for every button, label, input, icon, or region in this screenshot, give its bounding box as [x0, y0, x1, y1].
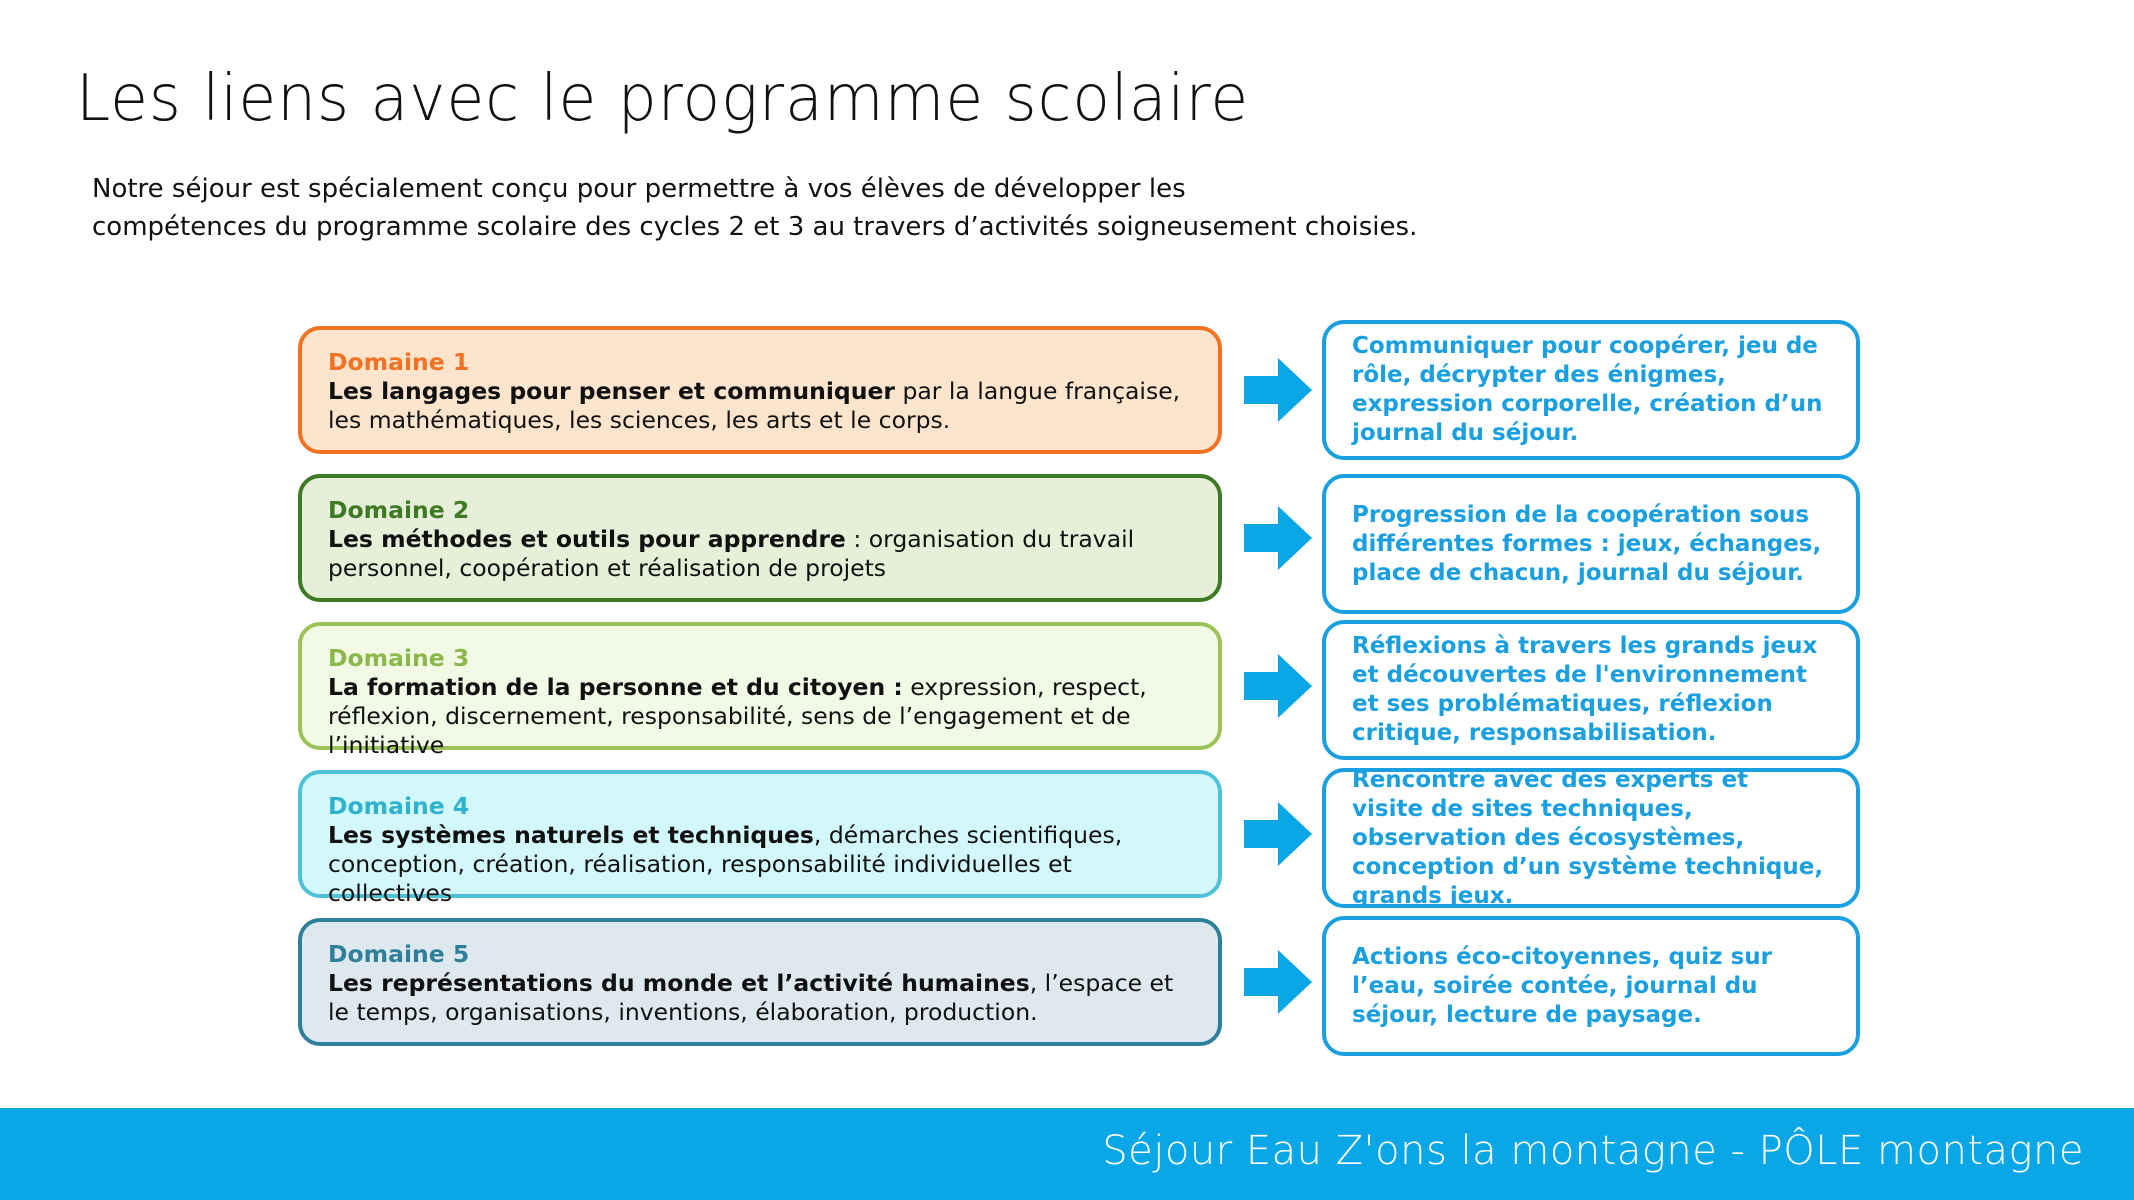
activity-text: Progression de la coopération sous différentes formes : jeux, échanges, place de chacun, journal du séjour. — [1352, 501, 1822, 586]
domain-heading: Les systèmes naturels et techniques — [328, 821, 814, 849]
domain-box-5 — [298, 918, 1222, 1046]
arrow-right-icon — [1244, 356, 1312, 424]
activity-text: Réflexions à travers les grands jeux et découvertes de l'environnement et ses problématiques, réflexion critique, responsabilisation. — [1352, 633, 1818, 746]
domain-title: Domaine 2 — [328, 496, 470, 524]
activity-text: Rencontre avec des experts et visite de sites techniques, observation des écosystèmes, conception d’un système technique, grands jeux. — [1352, 766, 1824, 909]
arrow-right-icon — [1244, 948, 1312, 1016]
domain-box-4 — [298, 770, 1222, 907]
domain-heading: La formation de la personne et du citoyen : — [328, 673, 903, 701]
domain-description: expression, respect, réflexion, discernement, responsabilité, sens de l’engagement et de l’initiative — [328, 673, 1147, 759]
intro-line-2: compétences du programme scolaire des cycles 2 et 3 au travers d’activités soigneusement choisies. — [92, 212, 1418, 242]
intro-line-1: Notre séjour est spécialement conçu pour permettre à vos élèves de développer les — [92, 174, 1186, 204]
domain-heading: Les méthodes et outils pour apprendre — [328, 525, 846, 553]
footer-text: Séjour Eau Z'ons la montagne - PÔLE montagne — [1102, 1128, 2084, 1174]
domain-description: , démarches scientifiques, conception, création, réalisation, responsabilité individuelles et collectives — [328, 821, 1123, 907]
domain-heading: Les langages pour penser et communiquer — [328, 377, 895, 405]
domain-box-2 — [298, 474, 1222, 602]
activity-box-4 — [1322, 768, 1860, 908]
activity-text: Actions éco-citoyennes, quiz sur l’eau, soirée contée, journal du séjour, lecture de paysage. — [1352, 943, 1772, 1028]
arrow-right-icon — [1244, 800, 1312, 868]
domain-description: : organisation du travail personnel, coopération et réalisation de projets — [328, 525, 1135, 582]
domain-title: Domaine 3 — [328, 644, 470, 672]
domain-box-3 — [298, 622, 1222, 759]
footer-bar — [0, 1108, 2134, 1200]
page-title: Les liens avec le programme scolaire — [76, 62, 1250, 136]
activity-box-2 — [1322, 474, 1860, 614]
arrow-right-icon — [1244, 652, 1312, 720]
domain-heading: Les représentations du monde et l’activité humaines — [328, 969, 1030, 997]
arrow-right-icon — [1244, 504, 1312, 572]
domain-description: par la langue française, les mathématiques, les sciences, les arts et le corps. — [328, 377, 1181, 434]
activity-box-5 — [1322, 916, 1860, 1056]
domain-title: Domaine 1 — [328, 348, 470, 376]
activity-box-3 — [1322, 620, 1860, 760]
domain-title: Domaine 4 — [328, 792, 470, 820]
domain-description: , l’espace et le temps, organisations, inventions, élaboration, production. — [328, 969, 1174, 1026]
domain-title: Domaine 5 — [328, 940, 470, 968]
activity-box-1 — [1322, 320, 1860, 460]
activity-text: Communiquer pour coopérer, jeu de rôle, décrypter des énigmes, expression corporelle, création d’un journal du séjour. — [1352, 333, 1823, 446]
domain-box-1 — [298, 326, 1222, 454]
